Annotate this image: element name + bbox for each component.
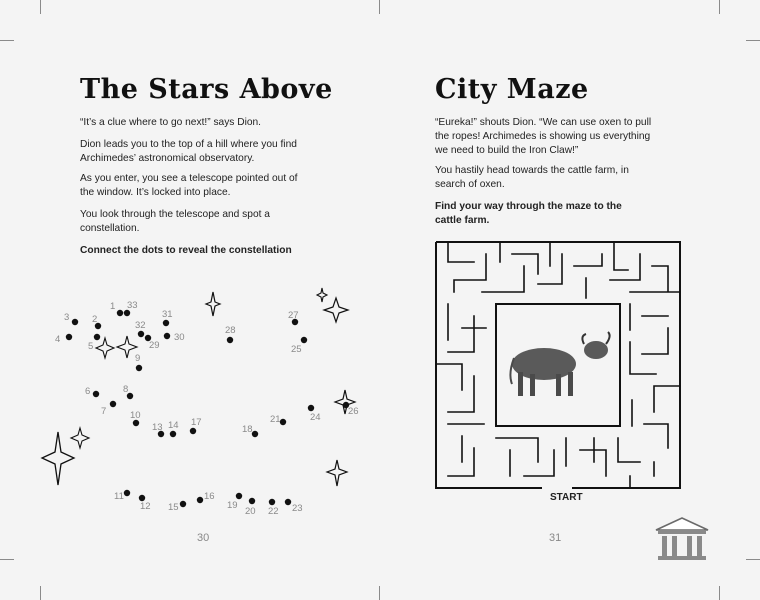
dot-label: 22 [268, 506, 279, 517]
dot-label: 15 [168, 502, 179, 513]
dot-22 [269, 499, 275, 505]
crop-mark [40, 0, 41, 14]
dot-label: 1 [110, 301, 116, 312]
dot-label: 17 [191, 417, 202, 428]
dot-label: 10 [130, 410, 141, 421]
dot-label: 27 [288, 310, 299, 321]
dot-9 [136, 365, 142, 371]
dot-label: 8 [123, 384, 129, 395]
dot-label: 5 [88, 341, 94, 352]
crop-mark [719, 0, 720, 14]
dot-4 [66, 334, 72, 340]
dot-30 [164, 333, 170, 339]
right-p1-line-3: we need to build the Iron Claw!” [435, 145, 579, 156]
sparkle-star-icon [324, 298, 348, 322]
crop-mark [379, 586, 380, 600]
dot-1 [117, 310, 123, 316]
dot-28 [227, 337, 233, 343]
maze-instruction-line-2: cattle farm. [435, 215, 490, 226]
connect-the-dots-puzzle [0, 280, 380, 580]
left-p2-line-2: Archimedes’ astronomical observatory. [80, 153, 255, 164]
dot-label: 30 [174, 332, 185, 343]
sparkle-star-icon [71, 428, 89, 448]
dot-label: 9 [135, 353, 141, 364]
dot-label: 16 [204, 491, 215, 502]
dot-18 [252, 431, 258, 437]
dot-label: 26 [348, 406, 359, 417]
dot-label: 24 [310, 412, 321, 423]
dot-label: 28 [225, 325, 236, 336]
dot-label: 19 [227, 500, 238, 511]
dot-label: 4 [55, 334, 61, 345]
crop-mark [40, 586, 41, 600]
right-p1-line-1: “Eureka!” shouts Dion. “We can use oxen to pull [435, 117, 652, 128]
dot-label: 11 [114, 491, 124, 502]
left-paragraph-1 [80, 116, 261, 130]
dot-3 [72, 319, 78, 325]
dot-label: 12 [140, 501, 151, 512]
right-p2-line-2: search of oxen. [435, 179, 505, 190]
temple-icon [654, 516, 710, 562]
left-p1-line: “It’s a clue where to go next!” says Dion. [80, 117, 262, 128]
sparkle-star-icon [96, 338, 114, 358]
page-number-right: 31 [549, 532, 562, 544]
left-paragraph-3 [80, 172, 297, 200]
maze-instruction [435, 200, 622, 228]
right-paragraph-1 [435, 116, 651, 158]
right-p1-line-2: the ropes! Archimedes is showing us everything [435, 131, 651, 142]
dot-14 [170, 431, 176, 437]
page-title-city-maze: City Maze [435, 74, 589, 105]
dot-label: 7 [101, 406, 107, 417]
sparkle-star-icon [317, 288, 327, 302]
dot-label: 20 [245, 506, 256, 517]
dot-25 [301, 337, 307, 343]
dot-20 [249, 498, 255, 504]
ox-icon [510, 332, 609, 396]
dot-21 [280, 419, 286, 425]
left-p3-line-1: As you enter, you see a telescope pointed out of [80, 173, 298, 184]
dot-label: 18 [242, 424, 253, 435]
page-title-stars-above: The Stars Above [80, 74, 333, 105]
crop-mark [0, 40, 14, 41]
dot-label: 2 [92, 314, 98, 325]
crop-mark [746, 40, 760, 41]
dot-31 [163, 320, 169, 326]
dot-label: 3 [64, 312, 70, 323]
left-p3-line-2: the window. It’s locked into place. [80, 187, 231, 198]
maze-start-label: START [550, 492, 583, 503]
right-paragraph-2 [435, 164, 629, 192]
sparkle-star-icon [327, 460, 347, 486]
dot-instruction: Connect the dots to reveal the constellation [80, 245, 292, 256]
dot-7 [110, 401, 116, 407]
dot-label: 23 [292, 503, 303, 514]
dot-label: 33 [127, 300, 138, 311]
left-p4-line-1: You look through the telescope and spot a [80, 209, 270, 220]
dot-23 [285, 499, 291, 505]
dot-24 [308, 405, 314, 411]
sparkle-star-icon [42, 432, 74, 485]
dot-label: 6 [85, 386, 91, 397]
dot-5 [94, 334, 100, 340]
dot-label: 31 [162, 309, 173, 320]
dot-label: 13 [152, 422, 163, 433]
dot-label: 32 [135, 320, 146, 331]
left-p4-line-2: constellation. [80, 223, 140, 234]
crop-mark [719, 586, 720, 600]
dot-16 [197, 497, 203, 503]
left-paragraph-2 [80, 138, 297, 166]
dot-11 [124, 490, 130, 496]
dot-label: 25 [291, 344, 302, 355]
maze-instruction-line-1: Find your way through the maze to the [435, 201, 622, 212]
dot-label: 14 [168, 420, 179, 431]
city-maze [434, 240, 682, 490]
left-paragraph-4 [80, 208, 270, 236]
page-number-left: 30 [197, 532, 210, 544]
crop-mark [379, 0, 380, 14]
dot-label: 29 [149, 340, 160, 351]
sparkle-star-icon [117, 336, 137, 358]
dot-6 [93, 391, 99, 397]
dot-15 [180, 501, 186, 507]
crop-mark [746, 559, 760, 560]
dot-19 [236, 493, 242, 499]
dot-32 [138, 331, 144, 337]
dot-17 [190, 428, 196, 434]
left-p2-line-1: Dion leads you to the top of a hill where you find [80, 139, 297, 150]
dot-label: 21 [270, 414, 281, 425]
sparkle-star-icon [206, 292, 220, 316]
right-p2-line-1: You hastily head towards the cattle farm, in [435, 165, 629, 176]
